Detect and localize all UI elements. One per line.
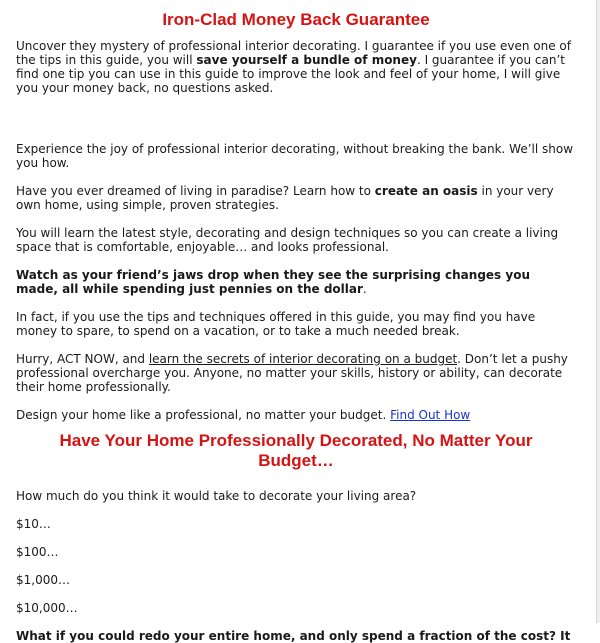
text-span: Hurry, ACT NOW, and (16, 352, 149, 366)
paragraph-friends-jaws (16, 268, 576, 296)
paragraph-paradise (16, 184, 576, 212)
paragraph-design-home (16, 408, 576, 422)
text-span: Have you ever dreamed of living in paradise? Learn how to (16, 184, 375, 198)
find-out-how-link[interactable]: Find Out How (390, 408, 471, 422)
paragraph-experience: Experience the joy of professional interior decorating, without breaking the bank. We’ll show you how. (16, 142, 574, 170)
paragraph-latest-style: You will learn the latest style, decorating and design techniques so you can create a living space that is comfortable, enjoyable… and looks professional. (16, 226, 559, 254)
text-span: . Don’t let a pushy professional overcharge you. Anyone, no matter your skills, history or ability, can decorate their home professionally. (16, 352, 568, 394)
underlined-phrase: learn the secrets of interior decorating on a budget (148, 352, 458, 366)
text-span: Uncover they mystery of professional interior decorating. I guarantee if you use even one of the tips in this guide, you will (16, 39, 571, 67)
price-10000: $10,000… (16, 601, 78, 615)
paragraph-question: How much do you think it would take to decorate your living area? (16, 489, 417, 503)
paragraph-act-now (16, 352, 576, 394)
text-span: . (362, 282, 367, 296)
paragraph-in-fact: In fact, if you use the tips and techniques offered in this guide, you may find you have money to spare, to spend on a vacation, or to take a much needed break. (16, 310, 536, 338)
price-10: $10… (16, 517, 51, 531)
bold-phrase: save yourself a bundle of money (196, 53, 417, 67)
bold-phrase: create an oasis (374, 184, 478, 198)
price-100: $100… (16, 545, 59, 559)
bold-phrase: Watch as your friend’s jaws drop when they see the surprising changes you made, all while spending just pennies on the dollar (16, 268, 530, 296)
content-column (16, 0, 576, 643)
scrollbar-edge[interactable] (596, 0, 600, 623)
price-1000: $1,000… (16, 573, 70, 587)
text-span: Design your home like a professional, no matter your budget. (16, 408, 391, 422)
heading-money-back: Iron-Clad Money Back Guarantee (162, 10, 430, 29)
paragraph-guarantee (16, 39, 576, 95)
paragraph-cutoff: What if you could redo your entire home, and only spend a fraction of the cost? It (16, 629, 571, 643)
text-span: . I guarantee if you can’t find one tip you can use in this guide to improve the look and feel of your home, I will give you your money back, no questions asked. (16, 53, 566, 95)
text-span: in your very own home, using simple, proven strategies. (16, 184, 554, 212)
heading-professionally-decorated: Have Your Home Professionally Decorated, No Matter Your Budget… (59, 431, 533, 470)
